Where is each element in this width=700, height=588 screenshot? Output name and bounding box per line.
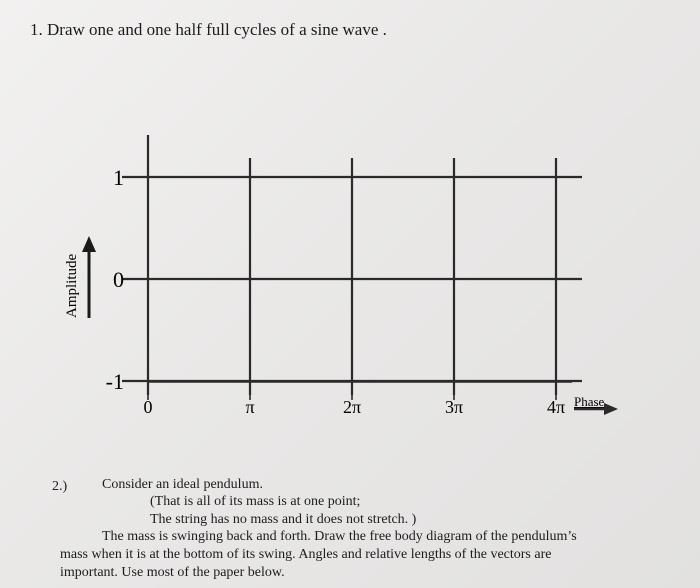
y-tick-label-2: -1 [105,369,124,394]
question-2-line-2: (That is all of its mass is at one point; [150,494,361,509]
y-tick-label-1: 0 [113,267,124,292]
x-tick-label-3: 3π [444,397,464,417]
y-tick-label-0: 1 [113,165,124,190]
x-axis-arrowhead [604,403,618,415]
x-tick-label-0: 0 [143,397,153,417]
y-axis-arrowhead [82,236,96,252]
question-2-number: 2.) [52,479,68,494]
question-2-line-5: mass when it is at the bottom of its swing. Angles and relative lengths of the vectors are [60,547,552,562]
question-2-line-3: The string has no mass and it does not stretch. ) [150,512,417,527]
question-2-line-4: The mass is swinging back and forth. Draw the free body diagram of the pendulum’s [102,529,577,544]
grid-lines [122,135,582,400]
x-tick-label-1: π [245,397,255,417]
question-1-prompt: 1. Draw one and one half full cycles of a sine wave . [30,20,387,39]
x-tick-label-2: 2π [342,397,362,417]
x-axis-label: Phase [574,394,605,409]
question-2-line-6: important. Use most of the paper below. [60,565,285,580]
x-tick-label-4: 4π [546,397,566,417]
question-2-line-1: Consider an ideal pendulum. [102,477,263,492]
tick-labels [106,165,565,417]
y-axis-label: Amplitude [64,253,80,318]
